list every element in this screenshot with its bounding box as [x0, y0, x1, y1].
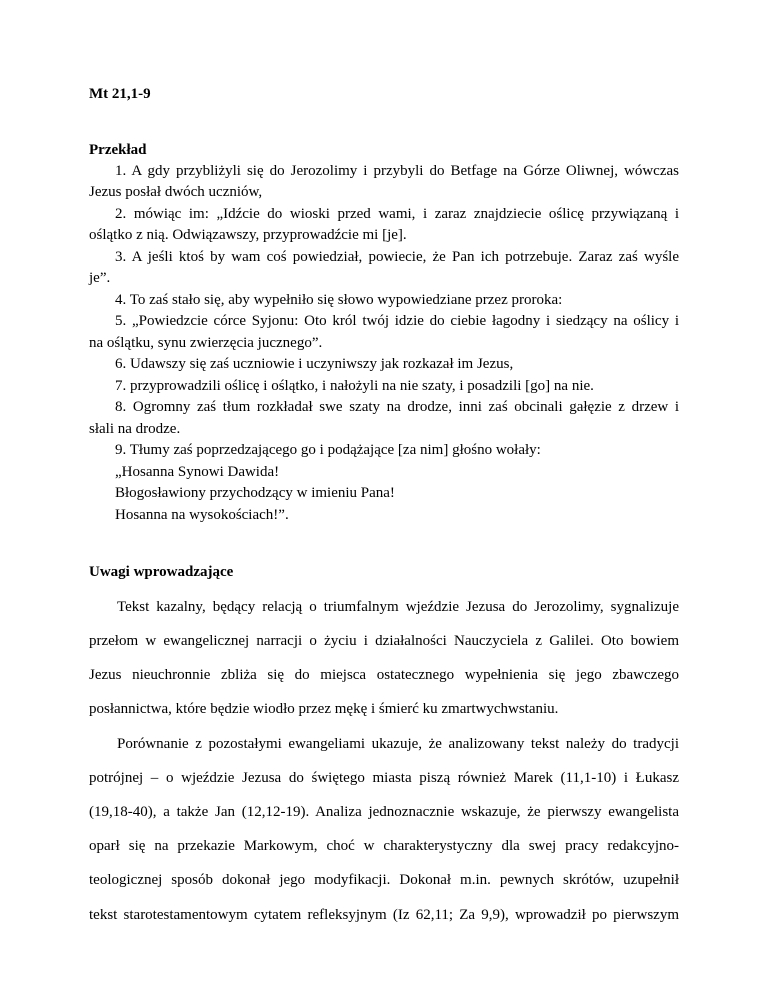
intro-line: potrójnej – o wjeździe Jezusa do świętego miasta piszą również Marek (11,1-10) i Łukasz [89, 770, 679, 786]
translation-line: 7. przyprowadzili oślicę i oślątko, i nałożyli na nie szaty, i posadzili [go] na nie. [115, 378, 594, 394]
intro-line: Porównanie z pozostałymi ewangeliami ukazuje, że analizowany tekst należy do tradycji [117, 736, 679, 752]
translation-line: je”. [89, 270, 111, 286]
translation-line: Jezus posłał dwóch uczniów, [89, 184, 263, 200]
translation-line: 9. Tłumy zaś poprzedzającego go i podążające [za nim] głośno wołały: [115, 442, 541, 458]
intro-line: Jezus nieuchronnie zbliża się do miejsca ostatecznego wypełnienia się jego zbawczego [89, 667, 679, 683]
translation-line: Hosanna na wysokościach!”. [115, 507, 289, 523]
translation-line: 2. mówiąc im: „Idźcie do wioski przed wami, i zaraz znajdziecie oślicę przywiązaną i [115, 206, 679, 222]
translation-line: 8. Ogromny zaś tłum rozkładał swe szaty na drodze, inni zaś obcinali gałęzie z drzew i [115, 399, 679, 415]
translation-line: oślątko z nią. Odwiązawszy, przyprowadźcie mi [je]. [89, 227, 407, 243]
translation-line: 1. A gdy przybliżyli się do Jerozolimy i przybyli do Betfage na Górze Oliwnej, wówczas [115, 163, 679, 179]
translation-line: 6. Udawszy się zaś uczniowie i uczyniwszy jak rozkazał im Jezus, [115, 356, 514, 372]
passage-reference: Mt 21,1-9 [89, 86, 151, 102]
translation-line: 4. To zaś stało się, aby wypełniło się słowo wypowiedziane przez proroka: [115, 292, 563, 308]
intro-line: (19,18-40), a także Jan (12,12-19). Analiza jednoznacznie wskazuje, że pierwszy ewangelista [89, 804, 679, 820]
translation-line: 5. „Powiedzcie córce Syjonu: Oto król twój idzie do ciebie łagodny i siedzący na oślicy i [115, 313, 679, 329]
intro-line: posłannictwa, które będzie wiodło przez mękę i śmierć ku zmartwychwstaniu. [89, 701, 559, 717]
translation-heading: Przekład [89, 142, 147, 158]
intro-line: Tekst kazalny, będący relacją o triumfalnym wjeździe Jezusa do Jerozolimy, sygnalizuje [117, 599, 679, 615]
translation-line: słali na drodze. [89, 421, 181, 437]
intro-line: oparł się na przekazie Markowym, choć w charakterystyczny dla swej pracy redakcyjno- [89, 838, 679, 854]
translation-line: na oślątku, synu zwierzęcia jucznego”. [89, 335, 323, 351]
intro-heading: Uwagi wprowadzające [89, 564, 234, 580]
intro-line: tekst starotestamentowym cytatem refleksyjnym (Iz 62,11; Za 9,9), wprowadził po pierwszym [89, 907, 679, 923]
translation-line: „Hosanna Synowi Dawida! [115, 464, 280, 480]
intro-line: przełom w ewangelicznej narracji o życiu i działalności Nauczyciela z Galilei. Oto bowiem [89, 633, 679, 649]
translation-line: Błogosławiony przychodzący w imieniu Pana! [115, 485, 395, 501]
translation-line: 3. A jeśli ktoś by wam coś powiedział, powiecie, że Pan ich potrzebuje. Zaraz zaś wyśle [115, 249, 679, 265]
intro-line: teologicznej sposób dokonał jego modyfikacji. Dokonał m.in. pewnych skrótów, uzupełnił [89, 872, 679, 888]
